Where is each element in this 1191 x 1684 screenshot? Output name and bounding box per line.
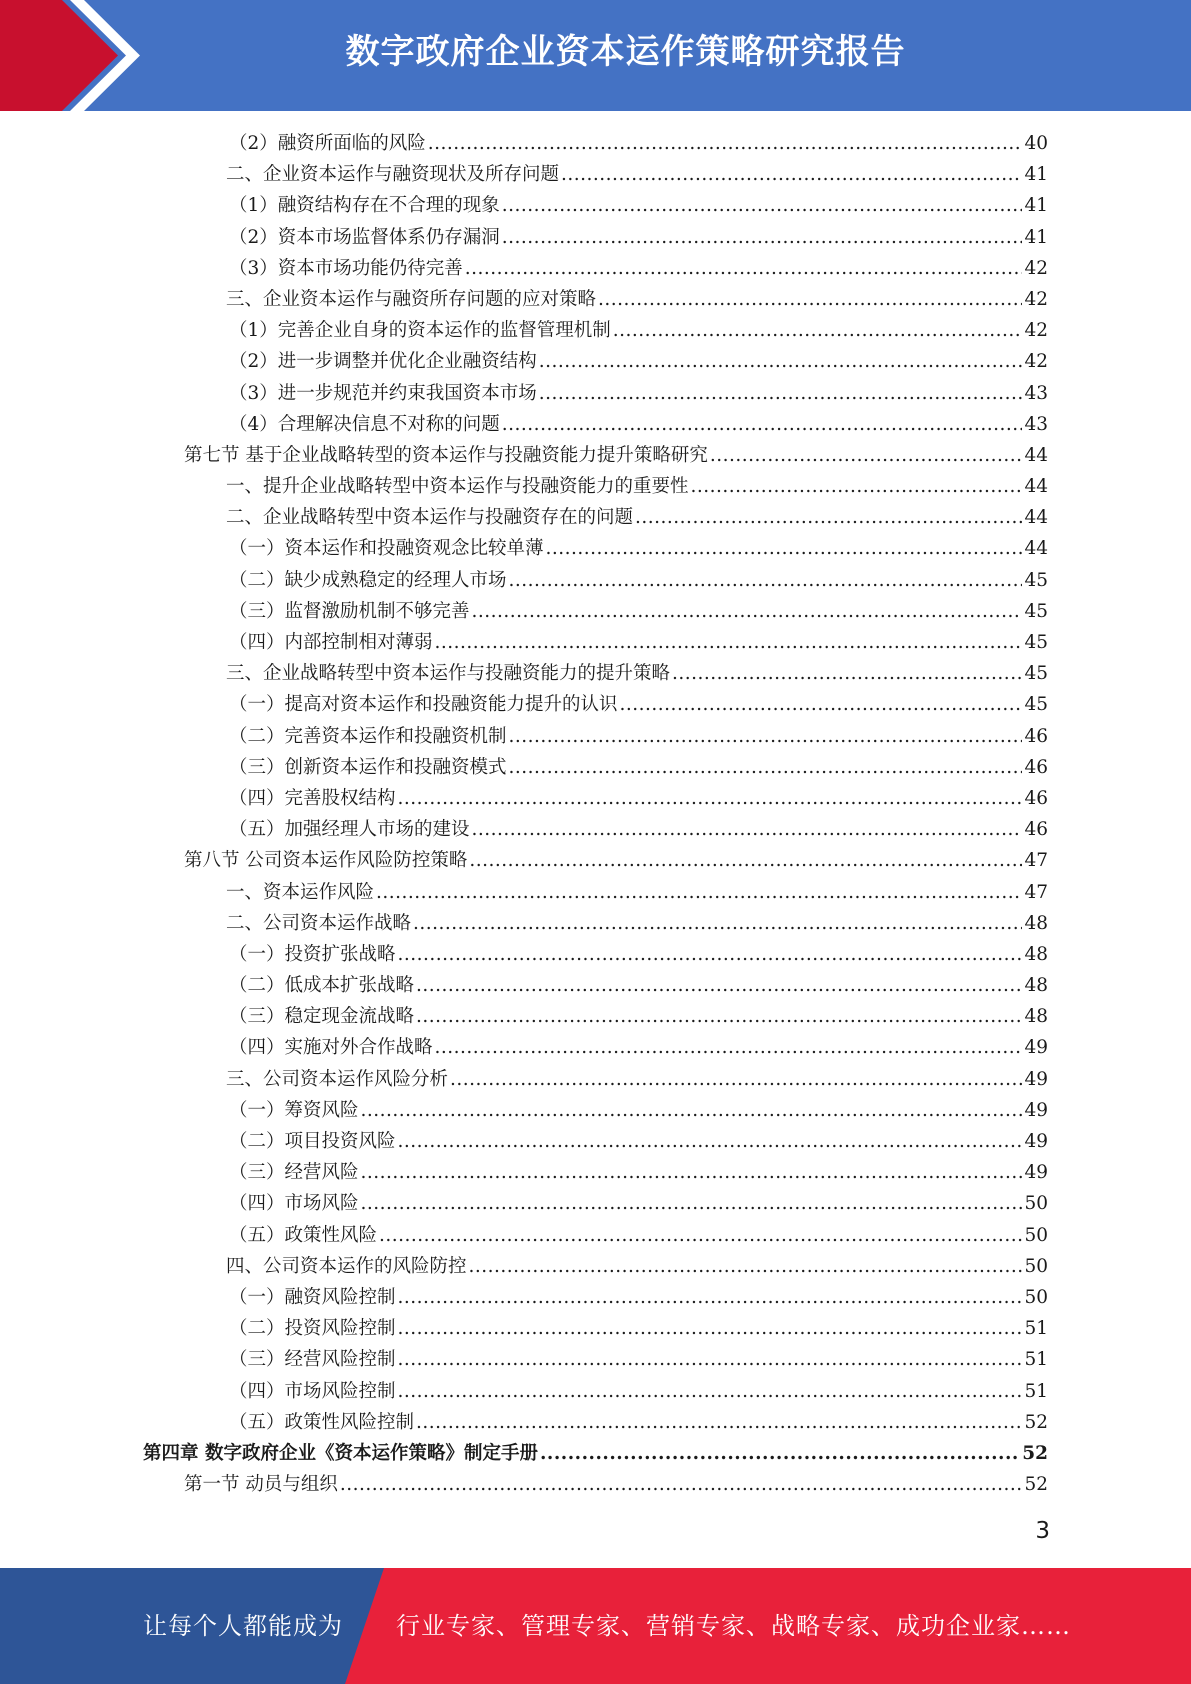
toc-entry-title: （四）市场风险: [229, 1193, 359, 1215]
toc-dot-leader: [376, 877, 1022, 908]
toc-dot-leader: [539, 378, 1023, 409]
toc-entry[interactable]: [0, 721, 1191, 752]
toc-entry-page: 41: [1024, 164, 1048, 186]
toc-entry[interactable]: [0, 315, 1191, 346]
toc-dot-leader: [435, 627, 1023, 658]
toc-entry-title: （3）资本市场功能仍待完善: [229, 257, 463, 279]
toc-entry-title: （三）监督激励机制不够完善: [229, 600, 470, 622]
toc-entry-page: 49: [1024, 1099, 1048, 1121]
toc-entry-title: （五）政策性风险: [229, 1224, 378, 1246]
toc-dot-leader: [502, 409, 1023, 440]
toc-entry[interactable]: [0, 783, 1191, 814]
toc-entry[interactable]: [0, 409, 1191, 440]
toc-entry-page: 47: [1024, 850, 1048, 872]
header-red-chevron: [0, 0, 150, 111]
toc-entry-page: 46: [1024, 725, 1048, 747]
footer-banner: [0, 1568, 1191, 1684]
toc-dot-leader: [539, 346, 1023, 377]
toc-entry-title: （一）资本运作和投融资观念比较单薄: [229, 538, 544, 560]
toc-entry[interactable]: [0, 1344, 1191, 1375]
toc-entry[interactable]: [0, 346, 1191, 377]
toc-dot-leader: [416, 970, 1022, 1001]
toc-entry-page: 51: [1024, 1349, 1048, 1371]
toc-dot-leader: [398, 1313, 1023, 1344]
toc-entry-page: 49: [1024, 1162, 1048, 1184]
toc-dot-leader: [361, 1095, 1023, 1126]
toc-entry-title: （2）进一步调整并优化企业融资结构: [229, 351, 537, 373]
toc-entry-title: （1）融资结构存在不合理的现象: [229, 195, 500, 217]
toc-entry-title: 第八节 公司资本运作风险防控策略: [184, 850, 468, 872]
toc-entry-page: 50: [1024, 1255, 1048, 1277]
toc-entry-title: （二）投资风险控制: [229, 1318, 396, 1340]
toc-entry-page: 41: [1024, 195, 1048, 217]
toc-dot-leader: [379, 1220, 1022, 1251]
toc-entry-page: 52: [1022, 1442, 1048, 1464]
toc-entry[interactable]: [0, 1001, 1191, 1032]
toc-entry-title: 三、企业资本运作与融资所存问题的应对策略: [226, 288, 597, 310]
toc-entry[interactable]: [0, 1407, 1191, 1438]
toc-entry-page: 42: [1024, 288, 1048, 310]
toc-entry-title: （三）创新资本运作和投融资模式: [229, 756, 507, 778]
toc-entry-title: （四）内部控制相对薄弱: [229, 632, 433, 653]
toc-entry[interactable]: [0, 627, 1191, 658]
toc-entry[interactable]: [0, 471, 1191, 502]
toc-entry-page: 46: [1024, 819, 1048, 841]
toc-entry-page: 49: [1024, 1068, 1048, 1090]
toc-dot-leader: [398, 1282, 1023, 1313]
toc-entry-title: （2）资本市场监督体系仍存漏洞: [229, 226, 500, 248]
toc-dot-leader: [450, 1064, 1022, 1095]
header-banner: [0, 0, 1191, 111]
toc-entry-title: （四）实施对外合作战略: [229, 1037, 433, 1059]
toc-dot-leader: [413, 908, 1022, 939]
footer-slogan-left: 让每个人都能成为: [143, 1612, 343, 1640]
toc-entry-page: 47: [1024, 881, 1048, 903]
toc-entry-page: 50: [1024, 1224, 1048, 1246]
toc-entry[interactable]: [0, 970, 1191, 1001]
toc-entry-page: 48: [1024, 943, 1048, 965]
toc-entry[interactable]: [0, 253, 1191, 284]
toc-entry-page: 46: [1024, 756, 1048, 778]
toc-entry-page: 46: [1024, 787, 1048, 809]
toc-dot-leader: [710, 440, 1023, 471]
toc-entry[interactable]: [0, 845, 1191, 876]
toc-entry-page: 44: [1024, 444, 1048, 466]
toc-dot-leader: [361, 1157, 1023, 1188]
toc-entry[interactable]: [0, 1376, 1191, 1407]
toc-entry-title: 第四章 数字政府企业《资本运作策略》制定手册: [143, 1442, 538, 1464]
toc-entry-page: 43: [1024, 382, 1048, 404]
toc-dot-leader: [428, 128, 1023, 159]
toc-entry-title: （一）筹资风险: [229, 1099, 359, 1121]
table-of-contents: [0, 128, 1191, 1500]
toc-entry[interactable]: [0, 939, 1191, 970]
toc-entry-page: 45: [1024, 632, 1048, 653]
toc-entry[interactable]: [0, 1313, 1191, 1344]
toc-entry-page: 49: [1024, 1131, 1048, 1152]
toc-entry[interactable]: [0, 752, 1191, 783]
toc-entry[interactable]: [0, 1064, 1191, 1095]
toc-dot-leader: [435, 1032, 1023, 1063]
toc-entry-title: （四）市场风险控制: [229, 1380, 396, 1402]
toc-entry[interactable]: [0, 596, 1191, 627]
toc-entry[interactable]: [0, 284, 1191, 315]
toc-dot-leader: [398, 1126, 1023, 1157]
toc-entry-page: 50: [1024, 1286, 1048, 1308]
toc-dot-leader: [509, 752, 1023, 783]
toc-dot-leader: [598, 284, 1022, 315]
toc-dot-leader: [502, 190, 1023, 221]
toc-entry-page: 48: [1024, 975, 1048, 997]
toc-entry-title: （4）合理解决信息不对称的问题: [229, 413, 500, 435]
toc-entry-page: 48: [1024, 912, 1048, 934]
toc-entry-page: 44: [1024, 476, 1048, 498]
toc-dot-leader: [546, 533, 1023, 564]
toc-entry-page: 42: [1024, 351, 1048, 373]
toc-entry[interactable]: [0, 658, 1191, 689]
toc-entry-title: （三）经营风险: [229, 1162, 359, 1184]
toc-entry-page: 40: [1024, 133, 1048, 154]
toc-dot-leader: [416, 1407, 1022, 1438]
toc-entry-title: 第一节 动员与组织: [184, 1474, 338, 1496]
toc-dot-leader: [509, 565, 1023, 596]
toc-entry-page: 43: [1024, 413, 1048, 435]
toc-entry-page: 44: [1024, 538, 1048, 560]
toc-entry-title: （一）提高对资本运作和投融资能力提升的认识: [229, 694, 618, 716]
toc-entry[interactable]: [0, 1220, 1191, 1251]
toc-entry[interactable]: [0, 877, 1191, 908]
toc-dot-leader: [509, 721, 1023, 752]
toc-entry[interactable]: [0, 378, 1191, 409]
toc-entry-title: 三、企业战略转型中资本运作与投融资能力的提升策略: [226, 663, 671, 685]
toc-entry-title: （一）融资风险控制: [229, 1286, 396, 1308]
toc-dot-leader: [398, 939, 1023, 970]
toc-entry-title: （四）完善股权结构: [229, 787, 396, 809]
toc-dot-leader: [635, 502, 1022, 533]
toc-entry-title: （二）缺少成熟稳定的经理人市场: [229, 569, 507, 591]
toc-entry-title: （一）投资扩张战略: [229, 943, 396, 965]
toc-entry-page: 51: [1024, 1380, 1048, 1402]
toc-entry[interactable]: [0, 190, 1191, 221]
toc-entry[interactable]: [0, 1126, 1191, 1157]
document-title: 数字政府企业资本运作策略研究报告: [345, 32, 906, 72]
toc-entry-page: 48: [1024, 1006, 1048, 1028]
toc-dot-leader: [540, 1438, 1020, 1469]
toc-entry[interactable]: [0, 502, 1191, 533]
toc-entry[interactable]: [0, 1282, 1191, 1313]
toc-dot-leader: [561, 159, 1022, 190]
toc-entry-title: 第七节 基于企业战略转型的资本运作与投融资能力提升策略研究: [184, 444, 708, 466]
toc-dot-leader: [398, 783, 1023, 814]
toc-entry-title: 一、资本运作风险: [226, 881, 375, 903]
page-number: 3: [1035, 1518, 1050, 1544]
toc-entry[interactable]: [0, 908, 1191, 939]
footer-slogan-right: 行业专家、管理专家、营销专家、战略专家、成功企业家……: [396, 1612, 1071, 1640]
toc-entry-title: （1）完善企业自身的资本运作的监督管理机制: [229, 320, 611, 342]
toc-dot-leader: [469, 845, 1022, 876]
toc-entry-title: 二、企业战略转型中资本运作与投融资存在的问题: [226, 507, 634, 529]
toc-entry-title: （二）项目投资风险: [229, 1131, 396, 1152]
toc-entry[interactable]: [0, 1438, 1191, 1469]
toc-dot-leader: [398, 1344, 1023, 1375]
toc-entry[interactable]: [0, 1157, 1191, 1188]
toc-entry[interactable]: [0, 159, 1191, 190]
toc-entry-page: 42: [1024, 320, 1048, 342]
toc-entry-title: 二、企业资本运作与融资现状及所存问题: [226, 164, 560, 186]
toc-dot-leader: [672, 658, 1022, 689]
toc-entry-page: 50: [1024, 1193, 1048, 1215]
toc-entry-title: （二）低成本扩张战略: [229, 975, 415, 997]
toc-dot-leader: [691, 471, 1023, 502]
toc-entry[interactable]: [0, 689, 1191, 720]
toc-entry-title: （五）政策性风险控制: [229, 1411, 415, 1433]
toc-dot-leader: [613, 315, 1023, 346]
toc-dot-leader: [416, 1001, 1022, 1032]
toc-entry-page: 52: [1024, 1474, 1048, 1496]
toc-entry-title: 二、公司资本运作战略: [226, 912, 412, 934]
toc-entry-page: 42: [1024, 257, 1048, 279]
toc-entry-title: （3）进一步规范并约束我国资本市场: [229, 382, 537, 404]
toc-dot-leader: [472, 596, 1023, 627]
toc-dot-leader: [398, 1376, 1023, 1407]
toc-entry-title: （二）完善资本运作和投融资机制: [229, 725, 507, 747]
toc-entry[interactable]: [0, 128, 1191, 159]
toc-entry[interactable]: [0, 1032, 1191, 1063]
toc-entry-title: （五）加强经理人市场的建设: [229, 819, 470, 841]
toc-dot-leader: [620, 689, 1023, 720]
toc-entry[interactable]: [0, 533, 1191, 564]
toc-dot-leader: [361, 1188, 1023, 1219]
toc-entry-title: （三）经营风险控制: [229, 1349, 396, 1371]
toc-entry-page: 45: [1024, 569, 1048, 591]
toc-dot-leader: [469, 1251, 1023, 1282]
toc-entry[interactable]: [0, 222, 1191, 253]
toc-entry-title: 四、公司资本运作的风险防控: [226, 1255, 467, 1277]
toc-entry-title: （三）稳定现金流战略: [229, 1006, 415, 1028]
toc-entry-page: 45: [1024, 600, 1048, 622]
toc-entry-page: 44: [1024, 507, 1048, 529]
toc-entry[interactable]: [0, 1095, 1191, 1126]
toc-entry-title: 三、公司资本运作风险分析: [226, 1068, 449, 1090]
toc-entry[interactable]: [0, 814, 1191, 845]
toc-entry-title: 一、提升企业战略转型中资本运作与投融资能力的重要性: [226, 476, 689, 498]
toc-entry-page: 49: [1024, 1037, 1048, 1059]
toc-entry[interactable]: [0, 1251, 1191, 1282]
toc-entry[interactable]: [0, 440, 1191, 471]
toc-dot-leader: [472, 814, 1023, 845]
toc-entry-title: （2）融资所面临的风险: [229, 133, 426, 154]
toc-entry-page: 45: [1024, 663, 1048, 685]
toc-entry[interactable]: [0, 565, 1191, 596]
toc-dot-leader: [340, 1469, 1023, 1500]
toc-dot-leader: [465, 253, 1023, 284]
toc-entry[interactable]: [0, 1469, 1191, 1500]
toc-entry-page: 45: [1024, 694, 1048, 716]
toc-entry-page: 52: [1024, 1411, 1048, 1433]
toc-entry-page: 51: [1024, 1318, 1048, 1340]
toc-dot-leader: [502, 222, 1023, 253]
toc-entry[interactable]: [0, 1188, 1191, 1219]
toc-entry-page: 41: [1024, 226, 1048, 248]
